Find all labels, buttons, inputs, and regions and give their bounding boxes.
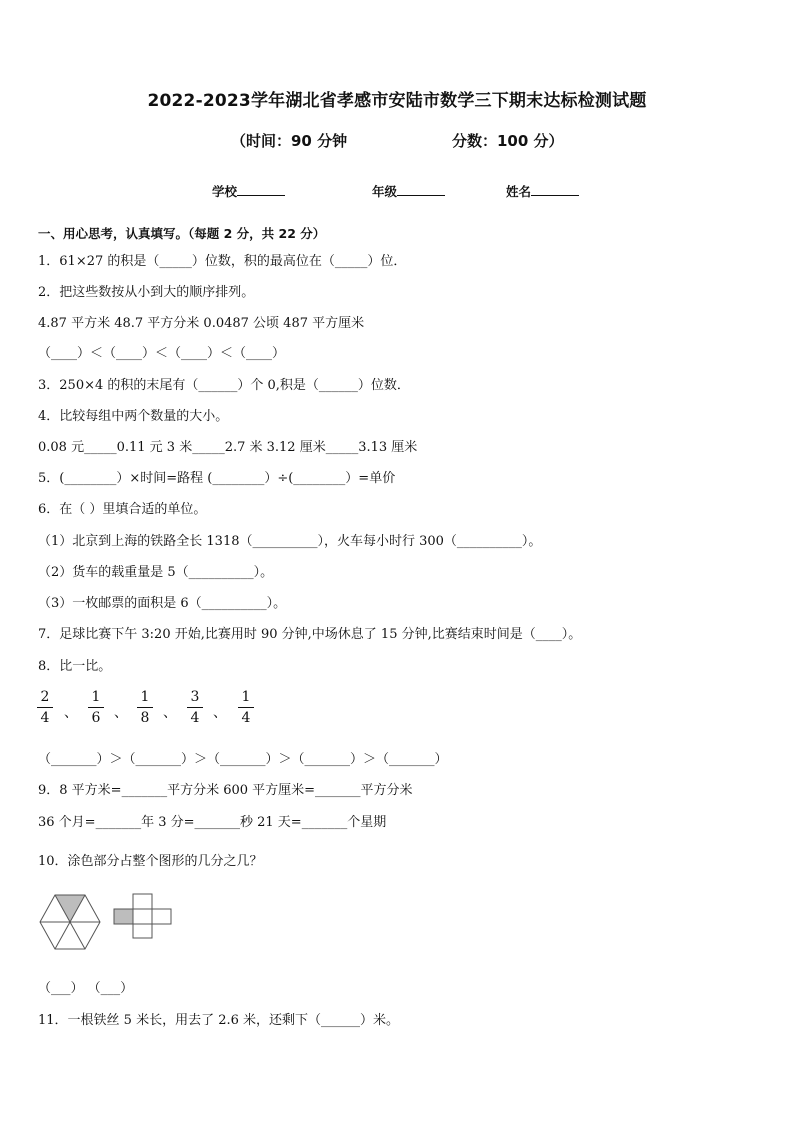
fraction-2 bbox=[88, 689, 104, 726]
question-2-values: 4.87 平方米 48.7 平方分米 0.0487 公顷 487 平方厘米 bbox=[38, 316, 365, 331]
fraction-denominator: 4 bbox=[190, 710, 200, 726]
question-3: 3．250×4 的积的末尾有（______）个 0,积是（______）位数． bbox=[38, 378, 410, 393]
question-6-2: （2）货车的载重量是 5（__________）。 bbox=[38, 565, 274, 580]
exam-time: （时间：90 分钟 bbox=[231, 132, 348, 150]
school-field bbox=[212, 182, 285, 200]
fraction-separator: 、 bbox=[114, 705, 128, 721]
school-blank[interactable] bbox=[237, 183, 285, 196]
grade-field bbox=[372, 182, 445, 200]
section-heading: 一、用心思考，认真填写。（每题 2 分，共 22 分） bbox=[38, 226, 326, 241]
question-10: 10．涂色部分占整个图形的几分之几？ bbox=[38, 854, 263, 869]
fraction-4 bbox=[187, 689, 203, 726]
fraction-separator: 、 bbox=[213, 705, 227, 721]
question-2-answer: （____）＜（____）＜（____）＜（____） bbox=[38, 346, 286, 361]
question-8-answer: （_______）＞（_______）＞（_______）＞（_______）＞（_______） bbox=[38, 752, 448, 767]
question-11: 11．一根铁丝 5 米长，用去了 2.6 米，还剩下（______）米。 bbox=[38, 1013, 400, 1028]
question-1: 1．61×27 的积是（_____）位数，积的最高位在（_____）位． bbox=[38, 254, 407, 269]
question-4-items: 0.08 元_____0.11 元 3 米_____2.7 米 3.12 厘米_____3.13 厘米 bbox=[38, 440, 418, 455]
name-label: 姓名 bbox=[506, 184, 532, 199]
fraction-numerator: 2 bbox=[40, 689, 50, 705]
question-9-b: 36 个月=_______年 3 分=_______秒 21 天=_______个星期 bbox=[38, 815, 387, 830]
cube-net-figure bbox=[112, 892, 174, 940]
fraction-numerator: 1 bbox=[91, 689, 101, 705]
grade-blank[interactable] bbox=[397, 183, 445, 196]
question-9: 9．8 平方米=_______平方分米 600 平方厘米=_______平方分米 bbox=[38, 783, 413, 798]
net-square-shaded bbox=[114, 909, 133, 924]
fraction-separator: 、 bbox=[64, 705, 78, 721]
school-label: 学校 bbox=[212, 184, 238, 199]
fraction-numerator: 1 bbox=[241, 689, 251, 705]
fraction-denominator: 6 bbox=[91, 710, 101, 726]
exam-score: 分数：100 分） bbox=[452, 132, 564, 150]
grade-label: 年级 bbox=[372, 184, 398, 199]
fraction-1 bbox=[37, 689, 53, 726]
question-6-1: （1）北京到上海的铁路全长 1318（__________），火车每小时行 300（__________）。 bbox=[38, 534, 542, 549]
hexagon-shaded-part bbox=[55, 895, 85, 922]
page-title: 2022-2023学年湖北省孝感市安陆市数学三下期末达标检测试题 bbox=[147, 91, 647, 111]
fraction-numerator: 1 bbox=[140, 689, 150, 705]
question-7: 7．足球比赛下午 3:20 开始,比赛用时 90 分钟,中场休息了 15 分钟,比赛结束时间是（____）。 bbox=[38, 627, 582, 642]
fraction-separator: 、 bbox=[163, 705, 177, 721]
fraction-denominator: 4 bbox=[40, 710, 50, 726]
net-square bbox=[133, 909, 152, 924]
fraction-5 bbox=[238, 689, 254, 726]
question-6-3: （3）一枚邮票的面积是 6（__________）。 bbox=[38, 596, 287, 611]
question-5: 5．(________）×时间=路程 (________）÷(________）=单价 bbox=[38, 471, 396, 486]
net-square bbox=[152, 909, 171, 924]
fraction-3 bbox=[137, 689, 153, 726]
net-square bbox=[133, 924, 152, 938]
question-4: 4．比较每组中两个数量的大小。 bbox=[38, 409, 229, 424]
name-blank[interactable] bbox=[531, 183, 579, 196]
net-square bbox=[133, 894, 152, 909]
question-10-answer: （___） （___） bbox=[38, 981, 134, 996]
name-field bbox=[506, 182, 579, 200]
fraction-denominator: 8 bbox=[140, 710, 150, 726]
fraction-numerator: 3 bbox=[190, 689, 200, 705]
question-8: 8．比一比。 bbox=[38, 659, 112, 674]
question-6: 6．在（ ）里填合适的单位。 bbox=[38, 502, 207, 517]
hexagon-figure bbox=[38, 893, 102, 951]
fraction-denominator: 4 bbox=[241, 710, 251, 726]
question-2: 2．把这些数按从小到大的顺序排列。 bbox=[38, 285, 255, 300]
